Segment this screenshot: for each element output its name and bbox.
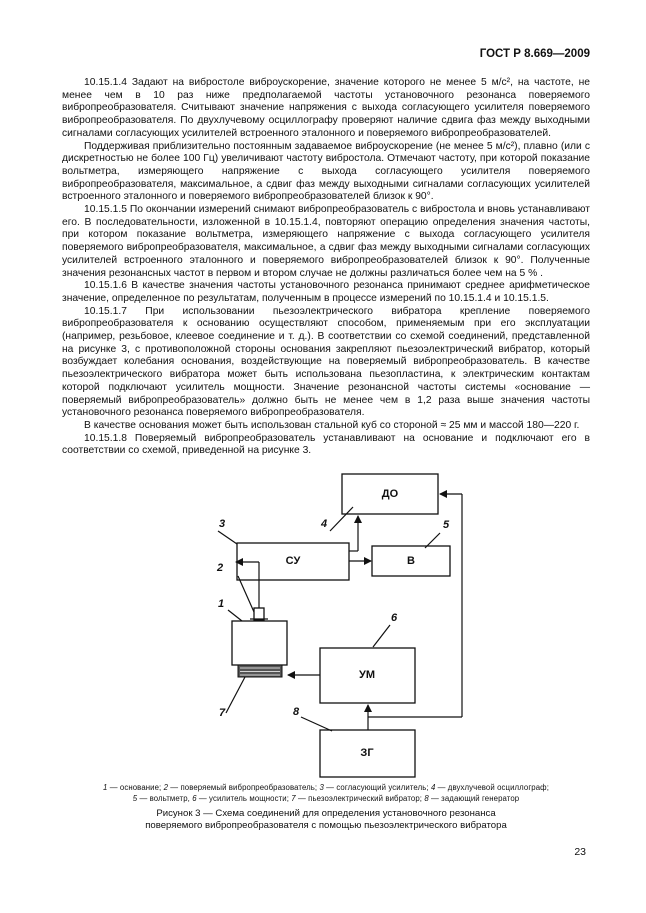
- page-number: 23: [574, 846, 586, 858]
- legend-num-2: 2: [163, 783, 169, 792]
- figure-caption: [62, 808, 590, 832]
- paragraph-10-15-1-7: 10.15.1.7 При использовании пьезоэлектрического вибратора крепление поверяемого вибропреобразователя к основанию осуществляют способом, применяемым при его эксплуатации (например, резьбовое, клеевое соединение и т. д.). В соответствии со схемой соединений, представленной на рисунке 3, с противоположной стороны основания закрепляют пьезоэлектрический вибратор, который возбуждает колебания основания, воздействующие на поверяемый вибропреобразователь. В качестве пьезоэлектрического вибратора может быть использована пьезопластина, к электрическим контактам которой подключают усилитель мощности. Значение резонансной частоты системы «основание — поверяемый вибропреобразователь» должно быть не менее чем в 1,2 раза выше значения частоты установочного резонанса поверяемого вибропреобразователя.: [62, 305, 590, 419]
- um-label: УМ: [358, 669, 376, 681]
- callout-5: 5: [442, 519, 450, 531]
- legend-text-2: — поверяемый вибропреобразователь;: [168, 783, 320, 792]
- body-text: [62, 77, 590, 458]
- callout-8: 8: [292, 706, 300, 718]
- do-label: ДО: [381, 488, 399, 500]
- callout-1: 1: [217, 598, 225, 610]
- callout-7: 7: [218, 707, 226, 719]
- figure-legend: [62, 783, 590, 804]
- legend-num-6: 6: [192, 793, 197, 803]
- leader-7: [226, 677, 245, 713]
- standard-header: ГОСТ Р 8.669—2009: [479, 48, 590, 60]
- legend-text-6: — усилитель мощности;: [196, 793, 292, 803]
- callout-3: 3: [218, 518, 226, 530]
- paragraph-10-15-1-4: 10.15.1.4 Задают на вибростоле виброускорение, значение которого не менее 5 м/с², на частоте, не менее чем в 10 раз ниже предполагаемой частоты установочного резонанса поверяемого вибропреобразователя. Считывают значение напряжения с выхода согласующего усилителя поверяемого вибропреобразователя. По двухлучевому осциллографу проверяют наличие сдвига фаз между выходными сигналами согласующих усилителей встроенного эталонного и поверяемого вибропреобразователей.: [62, 77, 590, 139]
- connection-diagram: [170, 463, 490, 783]
- paragraph-frequency-sweep: Поддерживая приблизительно постоянным задаваемое виброускорение (не менее 5 м/с²), плавно (или с дискретностью не более 100 Гц) увеличивают частоту вибростола. Отмечают частоту, при которой показание вольтметра, измеряющего напряжение с выхода согласующего усилителя поверяемого вибропреобразователя, максимальное, а сдвиг фаз между выходными сигналами согласующих усилителей встроенного эталонного и поверяемого вибропреобразователей близок к 90°.: [62, 140, 590, 203]
- su-label: СУ: [285, 555, 301, 567]
- leader-8: [301, 717, 332, 731]
- callout-4: 4: [320, 518, 328, 530]
- paragraph-10-15-1-8: 10.15.1.8 Поверяемый вибропреобразователь устанавливают на основание и подключают его в соответствии со схемой, приведенной на рисунке 3.: [62, 432, 590, 457]
- legend-text-3: — согласующий усилитель;: [323, 783, 431, 792]
- legend-line-1: [62, 783, 590, 794]
- leader-6: [373, 625, 390, 647]
- leader-3: [218, 531, 237, 544]
- legend-text-4: — двухлучевой осциллограф;: [435, 783, 549, 792]
- leader-2: [238, 576, 254, 612]
- legend-num-7: 7: [291, 793, 296, 803]
- legend-num-8: 8: [424, 793, 429, 803]
- callout-6: 6: [390, 612, 398, 624]
- sensor-block: [254, 608, 264, 620]
- legend-num-3: 3: [319, 783, 324, 792]
- legend-text-1: — основание;: [107, 783, 164, 792]
- legend-num-5: 5: [132, 793, 138, 803]
- paragraph-10-15-1-6: 10.15.1.6 В качестве значения частоты установочного резонанса принимают среднее арифметическое значение, определенное по результатам, полученным в процессе измерений по 10.15.1.4 и 10.15.1.5.: [62, 280, 590, 304]
- legend-text-8: — задающий генератор: [428, 793, 520, 803]
- leader-1: [228, 610, 242, 621]
- legend-line-2: [62, 794, 590, 805]
- legend-text-5: — вольтметр,: [137, 793, 193, 803]
- callout-2: 2: [216, 562, 224, 574]
- zg-label: ЗГ: [360, 747, 374, 759]
- legend-num-4: 4: [430, 783, 436, 792]
- base-block: [232, 621, 287, 665]
- caption-line-1: Рисунок 3 — Схема соединений для определения установочного резонанса: [156, 808, 496, 819]
- diagram-lines: [170, 463, 490, 783]
- paragraph-10-15-1-5: 10.15.1.5 По окончании измерений снимают вибропреобразователь с вибростола и вновь устанавливают его. В последовательности, изложенной в 10.15.1.4, повторяют операцию определения значения частоты, при котором показание вольтметра, измеряющего напряжение с выхода согласующего усилителя поверяемого вибропреобразователя, максимальное, а сдвиг фаз между выходными сигналами согласующих усилителей встроенного эталонного и поверяемого вибропреобразователей близок к 90°. Полученные значения резонансных частот в первом и втором случае не должны различаться более чем на 5 % .: [62, 204, 590, 279]
- v-label: В: [407, 555, 415, 567]
- paragraph-base-cube: В качестве основания может быть использован стальной куб со стороной ≈ 25 мм и массой 180—220 г.: [84, 419, 580, 431]
- legend-text-7: — пьезоэлектрический вибратор;: [295, 793, 425, 803]
- legend-num-1: 1: [103, 783, 108, 792]
- caption-line-2: поверяемого вибропреобразователя с помощью пьезоэлектрического вибратора: [145, 820, 507, 831]
